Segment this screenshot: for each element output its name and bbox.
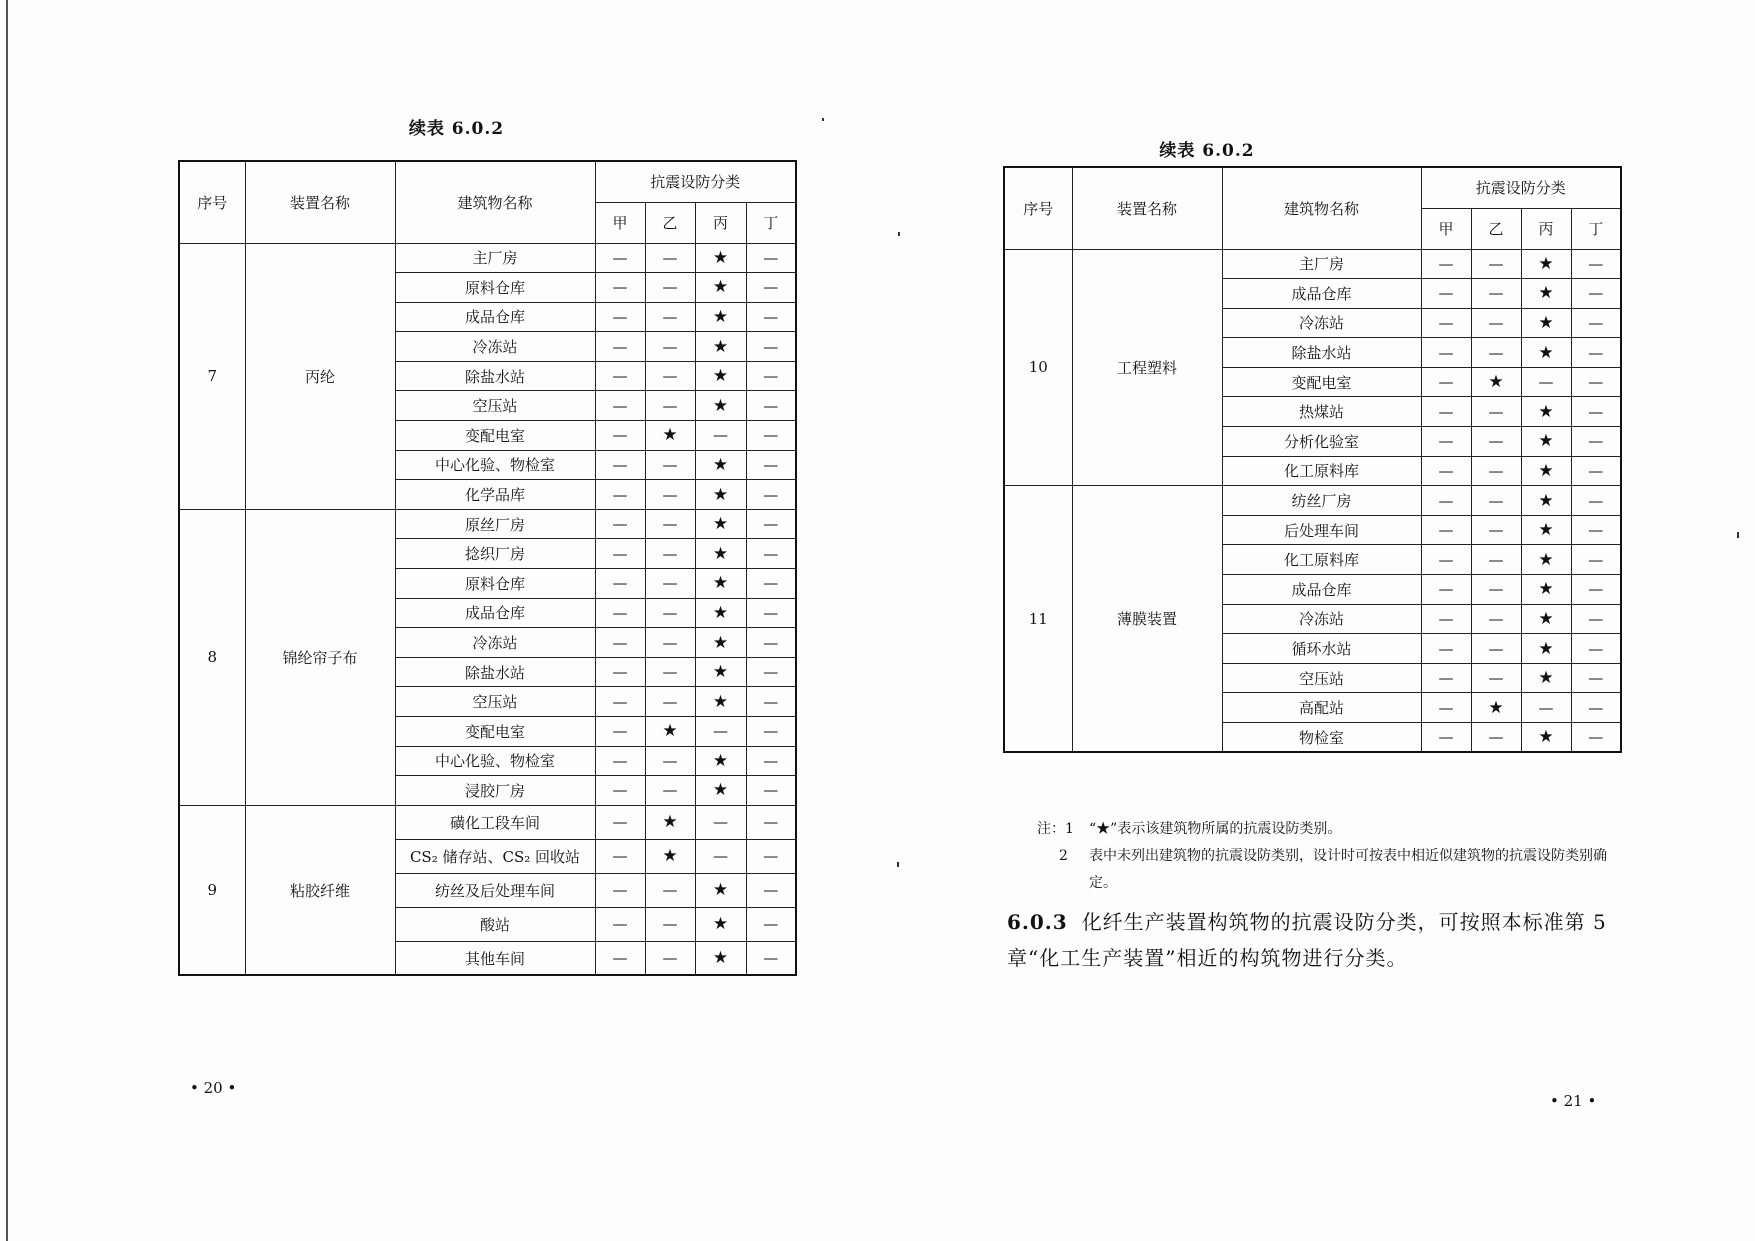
cell-class-bing: ★	[695, 273, 746, 303]
cell-class-yi: —	[645, 598, 695, 628]
cell-class-bing: —	[695, 717, 746, 747]
cell-class-ding: —	[1571, 308, 1621, 338]
cell-class-bing: ★	[695, 907, 746, 941]
cell-building-name: 成品仓库	[395, 598, 595, 628]
cell-building-name: 主厂房	[1222, 249, 1421, 279]
cell-class-bing: ★	[1521, 308, 1571, 338]
cell-class-ding: —	[1571, 279, 1621, 309]
cell-class-ding: —	[746, 746, 796, 776]
seismic-table	[178, 160, 797, 976]
header-bing: 丙	[695, 202, 746, 243]
cell-class-bing: ★	[695, 509, 746, 539]
cell-class-jia: —	[595, 243, 645, 273]
cell-class-ding: —	[1571, 515, 1621, 545]
cell-class-yi: —	[645, 539, 695, 569]
clause-text: 化纤生产装置构筑物的抗震设防分类，可按照本标准第 5 章“化工生产装置”相近的构筑物进行分类。	[1007, 910, 1607, 970]
cell-class-bing: ★	[695, 873, 746, 907]
cell-class-bing: ★	[695, 539, 746, 569]
header-seq: 序号	[1004, 167, 1072, 249]
cell-class-jia: —	[595, 839, 645, 873]
cell-class-jia: —	[1421, 486, 1471, 516]
note-number: 注：1	[1037, 821, 1074, 837]
cell-class-jia: —	[1421, 663, 1471, 693]
cell-class-ding: —	[746, 657, 796, 687]
note-text: “★”表示该建筑物所属的抗震设防类别。	[1089, 821, 1342, 837]
cell-building-name: 后处理车间	[1222, 515, 1421, 545]
cell-class-ding: —	[746, 509, 796, 539]
cell-unit-name: 粘胶纤维	[245, 805, 395, 975]
table-row	[179, 805, 796, 839]
cell-class-yi: ★	[1471, 693, 1521, 723]
cell-class-ding: —	[1571, 249, 1621, 279]
cell-class-yi: ★	[645, 421, 695, 451]
cell-building-name: 变配电室	[1222, 367, 1421, 397]
cell-class-yi: —	[645, 746, 695, 776]
cell-class-yi: —	[645, 687, 695, 717]
cell-class-jia: —	[1421, 456, 1471, 486]
clause-number: 6.0.3	[1007, 910, 1068, 934]
cell-class-yi: —	[645, 480, 695, 510]
cell-building-name: 热煤站	[1222, 397, 1421, 427]
cell-class-yi: —	[1471, 604, 1521, 634]
cell-building-name: 化工原料库	[1222, 545, 1421, 575]
cell-class-jia: —	[595, 717, 645, 747]
cell-building-name: 物检室	[1222, 723, 1421, 753]
cell-class-jia: —	[595, 391, 645, 421]
cell-class-jia: —	[1421, 249, 1471, 279]
cell-class-bing: ★	[1521, 249, 1571, 279]
table-row	[179, 509, 796, 539]
cell-class-jia: —	[595, 657, 645, 687]
cell-building-name: 酸站	[395, 907, 595, 941]
cell-building-name: 原料仓库	[395, 273, 595, 303]
cell-class-ding: —	[746, 628, 796, 658]
cell-class-jia: —	[595, 480, 645, 510]
cell-class-bing: ★	[695, 598, 746, 628]
cell-class-jia: —	[1421, 279, 1471, 309]
cell-unit-name: 锦纶帘子布	[245, 509, 395, 805]
header-unit: 装置名称	[1072, 167, 1222, 249]
table-row	[1004, 486, 1621, 516]
cell-class-bing: ★	[695, 746, 746, 776]
scan-speck	[822, 118, 824, 121]
cell-building-name: 主厂房	[395, 243, 595, 273]
cell-class-jia: —	[595, 746, 645, 776]
cell-class-bing: ★	[1521, 604, 1571, 634]
cell-class-ding: —	[746, 598, 796, 628]
cell-class-yi: —	[1471, 397, 1521, 427]
header-ding: 丁	[1571, 208, 1621, 249]
cell-class-yi: —	[1471, 249, 1521, 279]
cell-class-ding: —	[1571, 367, 1621, 397]
cell-class-bing: ★	[1521, 663, 1571, 693]
cell-class-jia: —	[1421, 308, 1471, 338]
right-page	[877, 0, 1755, 1241]
cell-building-name: 原丝厂房	[395, 509, 595, 539]
cell-building-name: 磺化工段车间	[395, 805, 595, 839]
cell-class-jia: —	[595, 273, 645, 303]
cell-class-bing: ★	[1521, 634, 1571, 664]
cell-class-bing: ★	[695, 302, 746, 332]
cell-class-yi: —	[645, 907, 695, 941]
cell-class-jia: —	[1421, 693, 1471, 723]
cell-class-bing: ★	[695, 569, 746, 599]
cell-class-jia: —	[595, 450, 645, 480]
cell-class-jia: —	[595, 332, 645, 362]
cell-class-bing: ★	[695, 941, 746, 975]
cell-building-name: 成品仓库	[395, 302, 595, 332]
cell-class-yi: ★	[645, 717, 695, 747]
cell-class-ding: —	[1571, 663, 1621, 693]
cell-class-ding: —	[1571, 397, 1621, 427]
cell-class-jia: —	[595, 941, 645, 975]
table-row	[1004, 249, 1621, 279]
header-yi: 乙	[645, 202, 695, 243]
cell-building-name: 除盐水站	[395, 361, 595, 391]
cell-building-name: 中心化验、物检室	[395, 450, 595, 480]
table-title: 续表 6.0.2	[408, 119, 505, 139]
cell-class-ding: —	[1571, 693, 1621, 723]
cell-class-jia: —	[1421, 575, 1471, 605]
cell-unit-name: 工程塑料	[1072, 249, 1222, 486]
cell-class-jia: —	[595, 628, 645, 658]
cell-building-name: 捻织厂房	[395, 539, 595, 569]
header-seq: 序号	[179, 161, 245, 243]
scan-speck	[897, 862, 899, 867]
cell-class-yi: —	[1471, 723, 1521, 753]
cell-class-yi: —	[645, 657, 695, 687]
page-number: • 20 •	[190, 1079, 237, 1097]
cell-class-jia: —	[595, 687, 645, 717]
cell-class-ding: —	[1571, 545, 1621, 575]
cell-class-ding: —	[746, 873, 796, 907]
cell-building-name: 空压站	[395, 687, 595, 717]
cell-building-name: 化工原料库	[1222, 456, 1421, 486]
header-jia: 甲	[595, 202, 645, 243]
cell-class-yi: —	[645, 509, 695, 539]
cell-class-yi: —	[1471, 545, 1521, 575]
cell-class-bing: ★	[695, 657, 746, 687]
cell-class-bing: ★	[1521, 456, 1571, 486]
cell-class-ding: —	[1571, 456, 1621, 486]
cell-building-name: CS₂ 储存站、CS₂ 回收站	[395, 839, 595, 873]
cell-class-yi: —	[645, 941, 695, 975]
header-ding: 丁	[746, 202, 796, 243]
cell-class-ding: —	[746, 776, 796, 806]
cell-class-ding: —	[1571, 575, 1621, 605]
cell-building-name: 循环水站	[1222, 634, 1421, 664]
cell-class-jia: —	[595, 509, 645, 539]
cell-building-name: 空压站	[395, 391, 595, 421]
cell-class-ding: —	[746, 421, 796, 451]
cell-class-jia: —	[1421, 723, 1471, 753]
page-number: • 21 •	[1550, 1092, 1597, 1110]
cell-class-jia: —	[1421, 427, 1471, 457]
cell-class-ding: —	[746, 243, 796, 273]
cell-class-bing: ★	[695, 332, 746, 362]
table-notes	[1037, 816, 1612, 897]
note-number: 2	[1059, 848, 1068, 864]
cell-class-bing: ★	[1521, 486, 1571, 516]
cell-building-name: 空压站	[1222, 663, 1421, 693]
cell-class-yi: —	[645, 569, 695, 599]
cell-class-yi: —	[645, 776, 695, 806]
cell-class-yi: —	[1471, 427, 1521, 457]
cell-class-ding: —	[1571, 634, 1621, 664]
cell-class-jia: —	[1421, 515, 1471, 545]
cell-building-name: 纺丝厂房	[1222, 486, 1421, 516]
cell-building-name: 成品仓库	[1222, 575, 1421, 605]
left-page	[0, 0, 877, 1241]
cell-class-jia: —	[1421, 634, 1471, 664]
cell-class-ding: —	[746, 717, 796, 747]
cell-class-yi: —	[1471, 515, 1521, 545]
cell-unit-name: 丙纶	[245, 243, 395, 509]
header-category: 抗震设防分类	[595, 161, 796, 202]
cell-building-name: 冷冻站	[395, 628, 595, 658]
cell-class-ding: —	[746, 361, 796, 391]
cell-class-yi: —	[1471, 456, 1521, 486]
table-row	[179, 243, 796, 273]
cell-class-bing: ★	[695, 628, 746, 658]
cell-class-jia: —	[1421, 367, 1471, 397]
cell-class-yi: —	[645, 273, 695, 303]
cell-class-jia: —	[595, 907, 645, 941]
cell-class-bing: —	[695, 421, 746, 451]
table-title: 续表 6.0.2	[1159, 141, 1255, 161]
cell-class-yi: —	[645, 243, 695, 273]
cell-class-ding: —	[746, 941, 796, 975]
cell-class-jia: —	[595, 361, 645, 391]
header-building: 建筑物名称	[395, 161, 595, 243]
cell-class-jia: —	[595, 873, 645, 907]
binding-edge-line	[6, 0, 8, 1241]
header-jia: 甲	[1421, 208, 1471, 249]
cell-class-bing: ★	[695, 776, 746, 806]
cell-class-ding: —	[1571, 427, 1621, 457]
cell-class-bing: ★	[695, 391, 746, 421]
seismic-table	[1003, 166, 1622, 753]
cell-class-bing: ★	[695, 687, 746, 717]
cell-class-yi: —	[1471, 308, 1521, 338]
cell-class-ding: —	[746, 687, 796, 717]
cell-class-bing: ★	[695, 450, 746, 480]
cell-class-yi: —	[1471, 338, 1521, 368]
cell-class-bing: ★	[1521, 397, 1571, 427]
cell-building-name: 除盐水站	[1222, 338, 1421, 368]
cell-class-ding: —	[746, 302, 796, 332]
cell-class-ding: —	[746, 569, 796, 599]
cell-class-ding: —	[746, 332, 796, 362]
cell-class-jia: —	[595, 776, 645, 806]
cell-building-name: 冷冻站	[395, 332, 595, 362]
cell-class-ding: —	[746, 480, 796, 510]
cell-class-yi: —	[645, 332, 695, 362]
cell-class-bing: —	[1521, 367, 1571, 397]
cell-building-name: 分析化验室	[1222, 427, 1421, 457]
cell-class-yi: —	[645, 450, 695, 480]
cell-class-yi: ★	[645, 839, 695, 873]
header-category: 抗震设防分类	[1421, 167, 1621, 208]
cell-class-ding: —	[1571, 486, 1621, 516]
cell-class-jia: —	[595, 569, 645, 599]
cell-class-jia: —	[595, 302, 645, 332]
note-text: 表中未列出建筑物的抗震设防类别，设计时可按表中相近似建筑物的抗震设防类别确定。	[1089, 848, 1607, 891]
cell-class-yi: —	[1471, 575, 1521, 605]
cell-building-name: 冷冻站	[1222, 308, 1421, 338]
cell-class-yi: —	[645, 873, 695, 907]
cell-class-bing: —	[1521, 693, 1571, 723]
cell-class-ding: —	[746, 839, 796, 873]
cell-class-jia: —	[1421, 545, 1471, 575]
cell-class-bing: ★	[1521, 723, 1571, 753]
cell-class-jia: —	[1421, 604, 1471, 634]
cell-seq: 9	[179, 805, 245, 975]
cell-class-ding: —	[1571, 338, 1621, 368]
cell-class-yi: —	[1471, 486, 1521, 516]
cell-building-name: 浸胶厂房	[395, 776, 595, 806]
cell-class-ding: —	[1571, 723, 1621, 753]
cell-building-name: 高配站	[1222, 693, 1421, 723]
cell-class-yi: —	[1471, 634, 1521, 664]
cell-building-name: 变配电室	[395, 717, 595, 747]
cell-class-jia: —	[1421, 338, 1471, 368]
header-bing: 丙	[1521, 208, 1571, 249]
cell-seq: 10	[1004, 249, 1072, 486]
cell-class-jia: —	[595, 539, 645, 569]
header-building: 建筑物名称	[1222, 167, 1421, 249]
cell-class-jia: —	[595, 598, 645, 628]
cell-building-name: 中心化验、物检室	[395, 746, 595, 776]
cell-class-bing: ★	[695, 361, 746, 391]
cell-class-ding: —	[746, 391, 796, 421]
cell-class-bing: ★	[1521, 279, 1571, 309]
cell-class-ding: —	[1571, 604, 1621, 634]
cell-seq: 11	[1004, 486, 1072, 752]
cell-class-ding: —	[746, 450, 796, 480]
cell-class-bing: ★	[1521, 515, 1571, 545]
cell-class-ding: —	[746, 273, 796, 303]
cell-class-jia: —	[595, 421, 645, 451]
cell-class-ding: —	[746, 539, 796, 569]
note-2	[1037, 843, 1612, 897]
cell-building-name: 原料仓库	[395, 569, 595, 599]
cell-class-bing: ★	[695, 480, 746, 510]
cell-class-bing: —	[695, 839, 746, 873]
cell-building-name: 化学品库	[395, 480, 595, 510]
cell-class-bing: —	[695, 805, 746, 839]
cell-class-jia: —	[1421, 397, 1471, 427]
cell-unit-name: 薄膜装置	[1072, 486, 1222, 752]
cell-class-yi: —	[645, 628, 695, 658]
cell-class-yi: ★	[645, 805, 695, 839]
clause-6-0-3	[1007, 904, 1622, 976]
cell-building-name: 除盐水站	[395, 657, 595, 687]
cell-building-name: 冷冻站	[1222, 604, 1421, 634]
cell-class-bing: ★	[1521, 575, 1571, 605]
cell-seq: 8	[179, 509, 245, 805]
cell-building-name: 变配电室	[395, 421, 595, 451]
cell-class-yi: —	[645, 302, 695, 332]
cell-class-jia: —	[595, 805, 645, 839]
cell-class-yi: —	[645, 391, 695, 421]
cell-class-bing: ★	[1521, 545, 1571, 575]
scan-speck	[898, 232, 900, 236]
cell-class-bing: ★	[1521, 338, 1571, 368]
header-unit: 装置名称	[245, 161, 395, 243]
cell-class-yi: —	[1471, 663, 1521, 693]
cell-class-yi: —	[1471, 279, 1521, 309]
cell-class-bing: ★	[1521, 427, 1571, 457]
cell-class-ding: —	[746, 805, 796, 839]
cell-building-name: 纺丝及后处理车间	[395, 873, 595, 907]
cell-seq: 7	[179, 243, 245, 509]
note-1	[1037, 816, 1612, 843]
cell-class-yi: ★	[1471, 367, 1521, 397]
scan-speck	[1737, 532, 1739, 538]
cell-class-ding: —	[746, 907, 796, 941]
cell-class-bing: ★	[695, 243, 746, 273]
cell-building-name: 其他车间	[395, 941, 595, 975]
header-yi: 乙	[1471, 208, 1521, 249]
cell-building-name: 成品仓库	[1222, 279, 1421, 309]
cell-class-yi: —	[645, 361, 695, 391]
